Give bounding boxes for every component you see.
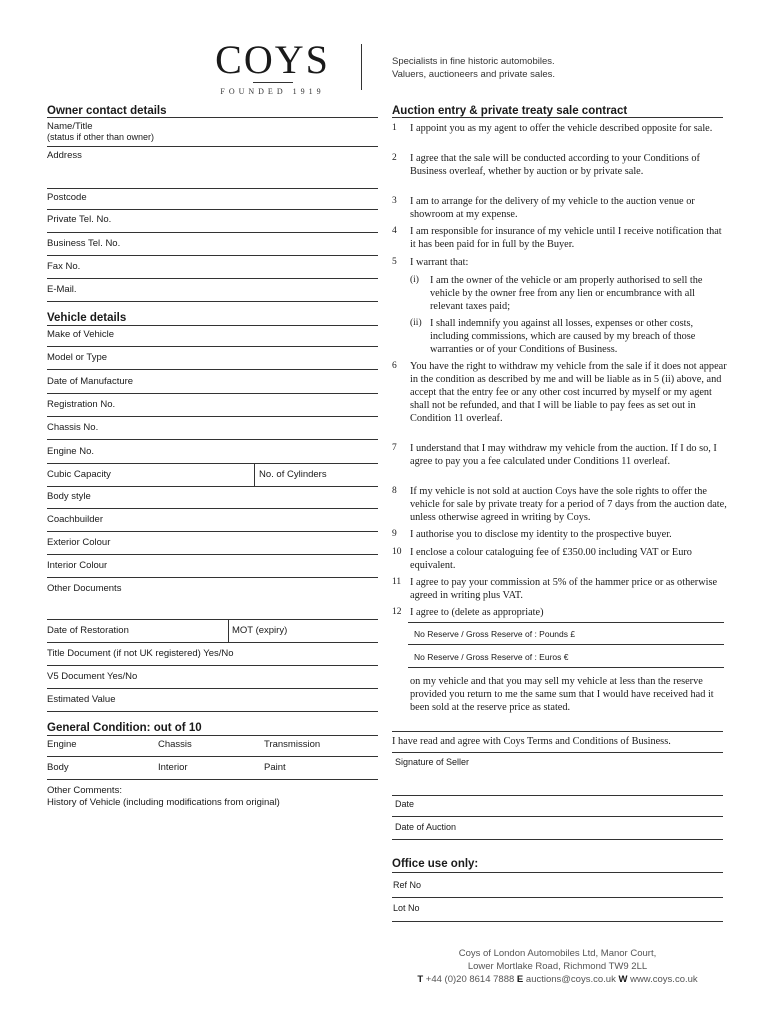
- subclause-number: (ii): [410, 318, 422, 328]
- clause-number: 8: [392, 486, 397, 496]
- clause-number: 5: [392, 257, 397, 267]
- cylinders-input[interactable]: [256, 464, 378, 486]
- chassis-field[interactable]: [47, 422, 378, 440]
- tagline-line-2: Valuers, auctioneers and private sales.: [392, 69, 555, 80]
- history-label: History of Vehicle (including modifications from original): [47, 797, 280, 808]
- office-title-rule: [392, 872, 723, 873]
- private-tel-label: Private Tel. No.: [47, 214, 112, 225]
- logo-founded: FOUNDED 1919: [220, 87, 325, 96]
- clause-text: If my vehicle is not sold at auction Coys have the sole rights to offer the vehicle for sale by private treaty for a period of 7 days from the auction date, unless otherwise agreed in writing by Coys.: [410, 486, 727, 523]
- model-field[interactable]: [47, 352, 378, 370]
- v5-document-label: V5 Document: [47, 671, 105, 682]
- coachbuilder-label: Coachbuilder: [47, 514, 103, 525]
- signature-field[interactable]: [392, 757, 723, 796]
- business-tel-field[interactable]: [47, 238, 378, 256]
- clause-number: 6: [392, 361, 397, 371]
- footer-email[interactable]: auctions@coys.co.uk: [525, 974, 616, 985]
- email-label: E-Mail.: [47, 284, 77, 295]
- logo-rule: [253, 82, 293, 83]
- manufacture-date-field[interactable]: [47, 376, 378, 394]
- postcode-label: Postcode: [47, 192, 87, 203]
- auction-date-label: Date of Auction: [395, 822, 457, 832]
- chassis-label: Chassis No.: [47, 422, 99, 433]
- engine-no-label: Engine No.: [47, 446, 95, 457]
- interior-colour-field[interactable]: [47, 560, 378, 578]
- restoration-divider: [228, 620, 229, 643]
- contract-section-title: Auction entry & private treaty sale contract: [392, 105, 628, 117]
- footer-phone[interactable]: +44 (0)20 8614 7888: [425, 974, 515, 985]
- name-title-sub: (status if other than owner): [47, 132, 155, 142]
- estimated-value-label: Estimated Value: [47, 694, 116, 705]
- business-tel-label: Business Tel. No.: [47, 238, 121, 249]
- auction-date-field[interactable]: [392, 822, 723, 840]
- capacity-divider: [254, 464, 255, 487]
- clause-number: 11: [392, 577, 402, 587]
- contract-title-rule: [392, 117, 723, 118]
- clause-number: 2: [392, 153, 397, 163]
- clause-text: I warrant that:: [410, 257, 469, 268]
- restoration-input[interactable]: [47, 620, 227, 642]
- exterior-colour-field[interactable]: [47, 537, 378, 555]
- date-label: Date: [395, 799, 415, 809]
- condition-row-2: [47, 762, 378, 780]
- logo-wordmark: COYS: [215, 37, 330, 82]
- reserve-text: on my vehicle and that you may sell my vehicle at less than the reserve provided you return to me the same sum that I would have received had it been sold at the reserve price as stated.: [410, 676, 714, 713]
- clause-text: I authorise you to disclose my identity to the prospective buyer.: [410, 529, 672, 540]
- clause-text: I understand that I may withdraw my vehicle from the auction. If I do so, I agree to pay you a fee calculated under Conditions 11 overleaf.: [410, 443, 717, 467]
- tagline-line-1: Specialists in fine historic automobiles.: [392, 56, 555, 67]
- clause-number: 3: [392, 196, 397, 206]
- registration-label: Registration No.: [47, 399, 116, 410]
- interior-colour-label: Interior Colour: [47, 560, 108, 571]
- condition-body[interactable]: Body: [47, 762, 69, 773]
- condition-transmission[interactable]: Transmission: [264, 739, 321, 750]
- subclause-text: I shall indemnify you against all losses, expenses or other costs, including commissions, which are caused by my breach of those warranties or of your Conditions of Business.: [430, 318, 696, 355]
- cylinders-label: No. of Cylinders: [259, 469, 327, 480]
- agree-text: I have read and agree with Coys Terms and Conditions of Business.: [392, 736, 671, 747]
- address-field[interactable]: [47, 150, 378, 189]
- body-style-field[interactable]: [47, 491, 378, 509]
- condition-chassis[interactable]: Chassis: [158, 739, 192, 750]
- capacity-input[interactable]: [47, 464, 253, 486]
- vehicle-section-title: Vehicle details: [47, 312, 127, 324]
- v5-document-field[interactable]: [47, 671, 378, 689]
- email-field[interactable]: [47, 284, 378, 302]
- ref-no-label: Ref No: [393, 880, 422, 890]
- tagline: [392, 55, 555, 81]
- comments-block[interactable]: [47, 785, 280, 809]
- condition-paint[interactable]: Paint: [264, 762, 286, 773]
- footer-line-1: Coys of London Automobiles Ltd, Manor Court,: [458, 948, 657, 959]
- name-title-label: Name/Title: [47, 121, 93, 132]
- date-field[interactable]: [392, 799, 723, 817]
- agree-bottom-rule: [392, 752, 723, 753]
- lot-no-field[interactable]: [392, 903, 723, 922]
- registration-field[interactable]: [47, 399, 378, 417]
- other-documents-field[interactable]: [47, 583, 378, 620]
- postcode-field[interactable]: [47, 192, 378, 210]
- restoration-label: Date of Restoration: [47, 625, 129, 636]
- vehicle-title-rule: [47, 325, 378, 326]
- mot-sub: (expiry): [255, 625, 288, 636]
- coys-logo: [205, 37, 340, 96]
- other-documents-label: Other Documents: [47, 583, 122, 594]
- address-label: Address: [47, 150, 82, 161]
- clause-text: I agree to pay your commission at 5% of the hammer price or as otherwise agreed in writing plus VAT.: [410, 577, 718, 601]
- private-tel-field[interactable]: [47, 214, 378, 233]
- make-field[interactable]: [47, 329, 378, 347]
- reserve-euros-label: No Reserve / Gross Reserve of : Euros €: [414, 652, 569, 662]
- footer-line-2: Lower Mortlake Road, Richmond TW9 2LL: [467, 961, 648, 972]
- other-comments-label: Other Comments:: [47, 785, 122, 796]
- body-style-label: Body style: [47, 491, 91, 502]
- coachbuilder-field[interactable]: [47, 514, 378, 532]
- clause-number: 4: [392, 226, 397, 236]
- clause-text: I am responsible for insurance of my vehicle until I receive notification that it has been paid for in full by the Buyer.: [410, 226, 722, 250]
- clause-text: I agree that the sale will be conducted according to your Conditions of Business overleaf, whether by auction or by private sale.: [410, 153, 700, 177]
- lot-no-label: Lot No: [393, 903, 420, 913]
- reserve-euros-field[interactable]: [408, 645, 724, 668]
- footer-web[interactable]: www.coys.co.uk: [630, 974, 698, 985]
- clause-number: 1: [392, 123, 397, 133]
- exterior-colour-label: Exterior Colour: [47, 537, 111, 548]
- clause-number: 7: [392, 443, 397, 453]
- footer-address: [392, 947, 723, 986]
- condition-title-rule: [47, 735, 378, 736]
- fax-label: Fax No.: [47, 261, 81, 272]
- clause-number: 12: [392, 607, 402, 617]
- subclause-number: (i): [410, 275, 419, 285]
- clause-number: 10: [392, 547, 402, 557]
- phone-letter: T: [417, 974, 424, 985]
- clause-text: You have the right to withdraw my vehicle from the sale if it does not appear in the condition as described by me and will be liable as in 5 (ii) above, and accept that the entry fee or any other cost incurred by myself or my agent shall not be refunded, and that I will be liable to pay fees as set out in Condition 11 overleaf.: [410, 361, 727, 424]
- make-label: Make of Vehicle: [47, 329, 115, 340]
- name-title-field[interactable]: [47, 121, 378, 147]
- clause-text: I agree to (delete as appropriate): [410, 607, 544, 618]
- ref-no-field[interactable]: [392, 880, 723, 898]
- agree-top-rule: [392, 731, 723, 732]
- manufacture-date-label: Date of Manufacture: [47, 376, 134, 387]
- title-document-sub: (if not UK registered) Yes/No: [113, 648, 234, 659]
- mot-label: MOT: [232, 625, 253, 636]
- owner-section-title: Owner contact details: [47, 105, 167, 117]
- signature-label: Signature of Seller: [395, 757, 470, 767]
- estimated-value-field[interactable]: [47, 694, 378, 712]
- clause-text: I appoint you as my agent to offer the vehicle described opposite for sale.: [410, 123, 713, 134]
- clause-number: 9: [392, 529, 397, 539]
- engine-no-field[interactable]: [47, 446, 378, 464]
- header-divider: [361, 44, 362, 90]
- mot-input[interactable]: [230, 620, 378, 642]
- title-document-label: Title Document: [47, 648, 111, 659]
- condition-row-1: [47, 739, 378, 757]
- title-document-field[interactable]: [47, 648, 378, 666]
- subclause-text: I am the owner of the vehicle or am properly authorised to sell the vehicle by the owner free from any lien or encumbrance with all relevant taxes paid;: [430, 275, 703, 312]
- footer-contact: [392, 973, 723, 986]
- condition-interior[interactable]: Interior: [158, 762, 188, 773]
- email-letter: E: [516, 974, 524, 985]
- condition-engine[interactable]: Engine: [47, 739, 77, 750]
- capacity-label: Cubic Capacity: [47, 469, 111, 480]
- fax-field[interactable]: [47, 261, 378, 279]
- model-label: Model or Type: [47, 352, 108, 363]
- owner-title-rule: [47, 117, 378, 118]
- reserve-pounds-field[interactable]: [408, 622, 724, 645]
- clause-text: I am to arrange for the delivery of my vehicle to the auction venue or showroom at my expense.: [410, 196, 695, 220]
- clause-text: I enclose a colour cataloguing fee of £350.00 including VAT or Euro equivalent.: [410, 547, 692, 571]
- v5-document-sub: Yes/No: [107, 671, 138, 682]
- condition-section-title: General Condition: out of 10: [47, 722, 202, 734]
- reserve-pounds-label: No Reserve / Gross Reserve of : Pounds £: [414, 629, 576, 639]
- web-letter: W: [618, 974, 628, 985]
- office-section-title: Office use only:: [392, 858, 479, 870]
